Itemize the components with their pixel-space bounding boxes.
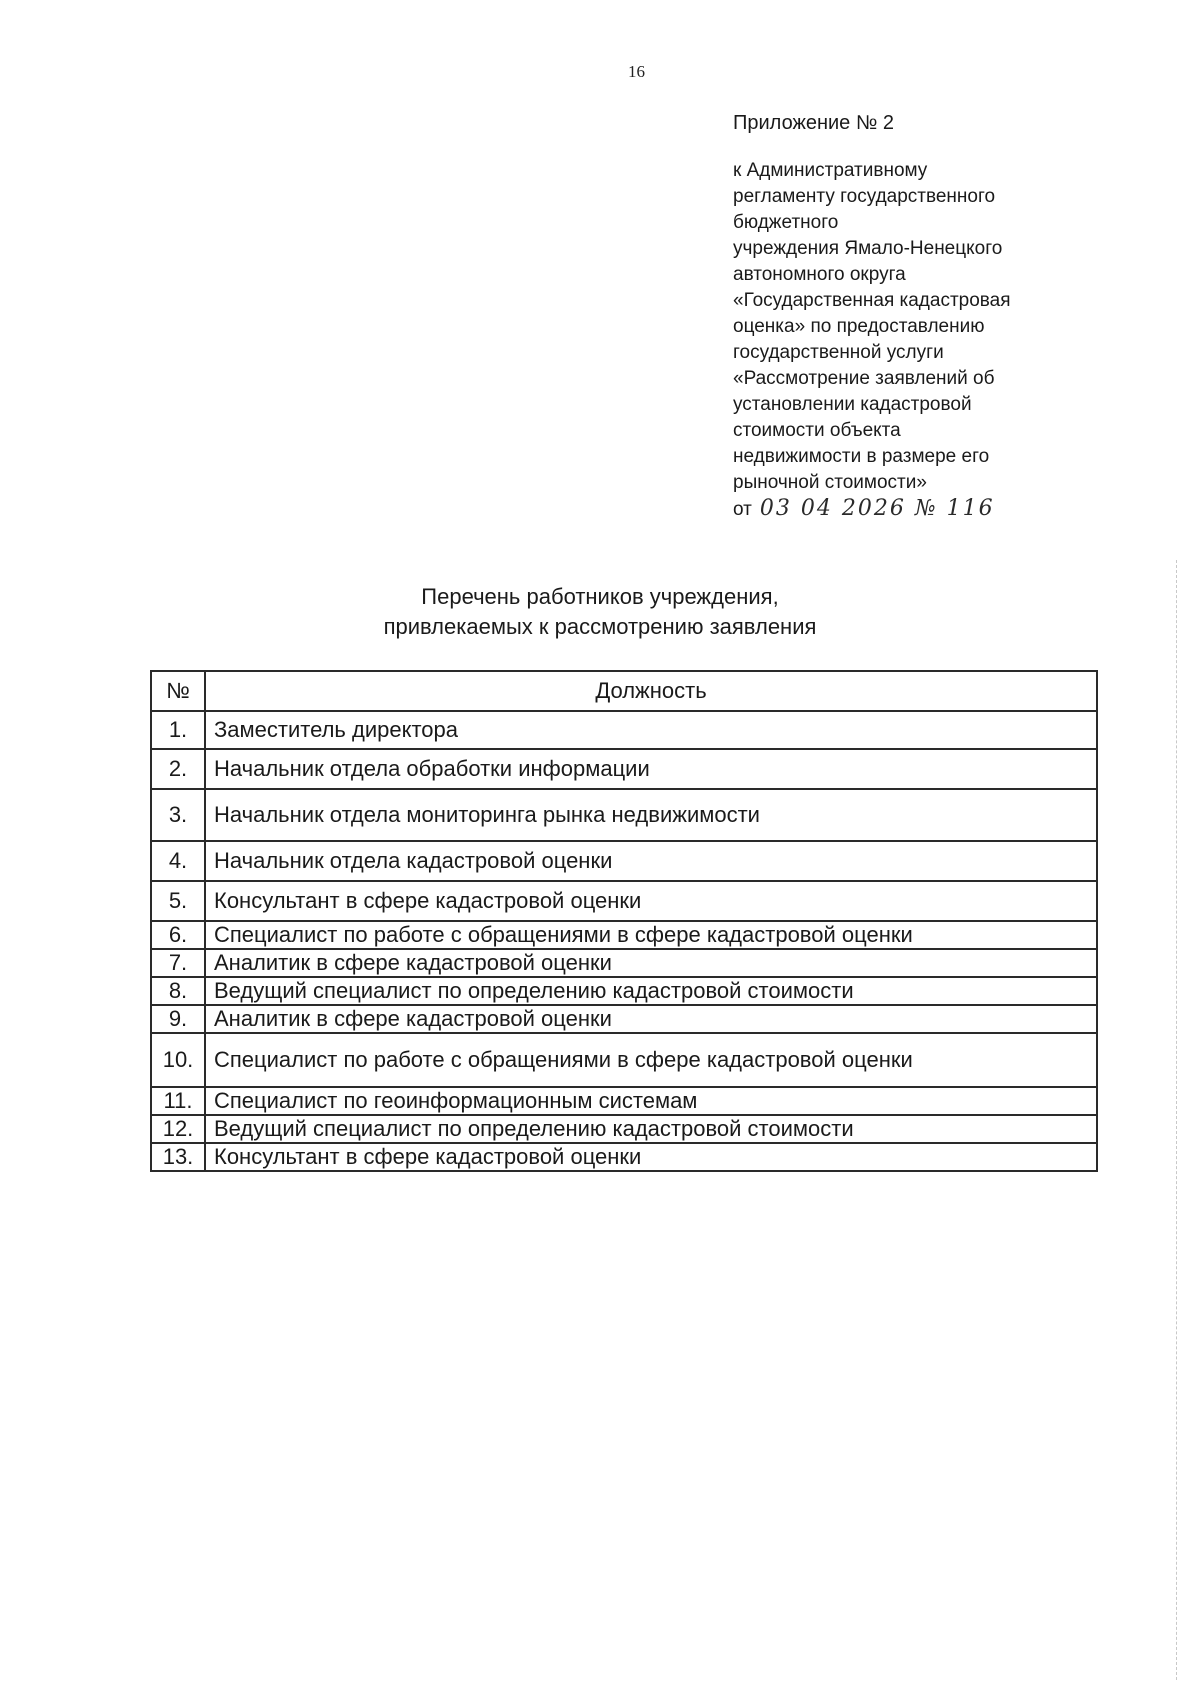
table-row (151, 711, 1097, 749)
appendix-line: учреждения Ямало-Ненецкого (733, 238, 1003, 259)
date-prefix: от (733, 499, 752, 520)
table-body (151, 711, 1097, 1171)
row-position: Специалист по геоинформационным системам (205, 1087, 1097, 1115)
list-title-line-2: привлекаемых к рассмотрению заявления (383, 614, 817, 639)
table-row (151, 949, 1097, 977)
row-number: 11. (151, 1087, 205, 1115)
page-number: 16 (628, 62, 645, 81)
row-number: 12. (151, 1115, 205, 1143)
table-row (151, 1115, 1097, 1143)
row-number: 2. (151, 749, 205, 789)
row-number: 6. (151, 921, 205, 949)
appendix-line: регламенту государственного (733, 186, 996, 207)
scan-edge-line (1176, 560, 1177, 1680)
row-number: 10. (151, 1033, 205, 1087)
row-number: 8. (151, 977, 205, 1005)
header-number: № (151, 671, 205, 711)
row-number: 9. (151, 1005, 205, 1033)
appendix-line: рыночной стоимости» (733, 472, 927, 493)
row-position: Консультант в сфере кадастровой оценки (205, 881, 1097, 921)
table-row (151, 841, 1097, 881)
handwritten-date-number: 03 04 2026 № 116 (759, 496, 995, 521)
appendix-line: бюджетного (733, 212, 839, 233)
table-row (151, 921, 1097, 949)
table-row (151, 789, 1097, 841)
table-row (151, 1143, 1097, 1171)
list-title (0, 582, 1200, 642)
appendix-text (733, 158, 1093, 523)
row-number: 3. (151, 789, 205, 841)
header-position: Должность (205, 671, 1097, 711)
table-row (151, 749, 1097, 789)
list-title-line-1: Перечень работников учреждения, (421, 584, 779, 609)
table-row (151, 881, 1097, 921)
table-row (151, 1005, 1097, 1033)
appendix-line: «Рассмотрение заявлений об (733, 368, 995, 389)
row-position: Специалист по работе с обращениями в сфере кадастровой оценки (205, 921, 1097, 949)
appendix-title: Приложение № 2 (733, 112, 894, 134)
table-row (151, 977, 1097, 1005)
table-row (151, 1087, 1097, 1115)
row-number: 1. (151, 711, 205, 749)
table-header-row (151, 671, 1097, 711)
appendix-block (733, 110, 1093, 523)
appendix-line: государственной услуги (733, 342, 944, 363)
row-position: Аналитик в сфере кадастровой оценки (205, 1005, 1097, 1033)
row-position: Аналитик в сфере кадастровой оценки (205, 949, 1097, 977)
row-position: Начальник отдела мониторинга рынка недвижимости (205, 789, 1097, 841)
row-position: Консультант в сфере кадастровой оценки (205, 1143, 1097, 1171)
row-number: 7. (151, 949, 205, 977)
row-number: 5. (151, 881, 205, 921)
appendix-line: автономного округа (733, 264, 906, 285)
appendix-line: установлении кадастровой (733, 394, 972, 415)
appendix-line: недвижимости в размере его (733, 446, 990, 467)
row-position: Заместитель директора (205, 711, 1097, 749)
appendix-line: к Административному (733, 160, 928, 181)
appendix-line: оценка» по предоставлению (733, 316, 985, 337)
row-position: Начальник отдела кадастровой оценки (205, 841, 1097, 881)
row-position: Специалист по работе с обращениями в сфере кадастровой оценки (205, 1033, 1097, 1087)
table-row (151, 1033, 1097, 1087)
row-position: Ведущий специалист по определению кадастровой стоимости (205, 1115, 1097, 1143)
document-date-line (733, 496, 1093, 523)
row-position: Ведущий специалист по определению кадастровой стоимости (205, 977, 1097, 1005)
row-number: 13. (151, 1143, 205, 1171)
row-number: 4. (151, 841, 205, 881)
appendix-line: стоимости объекта (733, 420, 901, 441)
staff-table (150, 670, 1098, 1172)
row-position: Начальник отдела обработки информации (205, 749, 1097, 789)
appendix-line: «Государственная кадастровая (733, 290, 1011, 311)
